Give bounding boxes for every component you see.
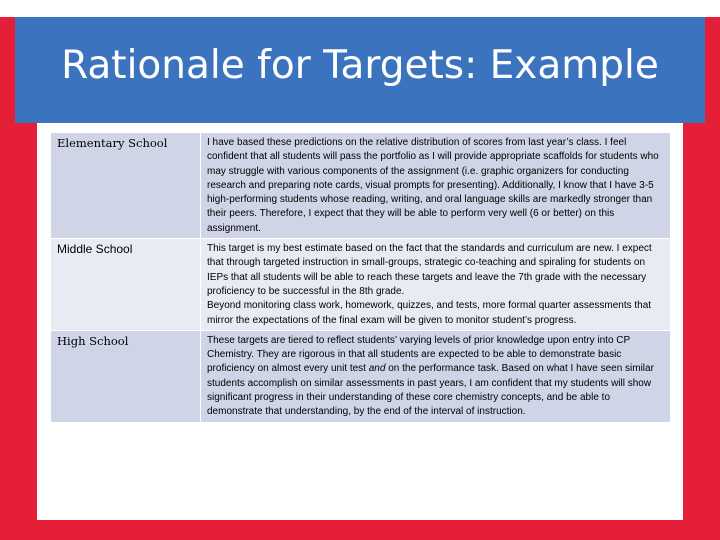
rationale-table [50,132,671,423]
rationale-paragraph: Beyond monitoring class work, homework, quizzes, and tests, more formal quarter assessments that mirror the expectations of the final exam will be given to monitor student’s progress. [207,300,652,326]
rationale-text-segment: These targets are tiered to reflect students’ varying levels of prior knowledge upon entry into CP Chemistry. They are rigorous in that all students are expected to be able to demonstrate basic proficiency on almost every unit test [207,334,631,375]
school-level-cell: High School [51,330,201,422]
rationale-cell: I have based these predictions on the relative distribution of scores from last year’s class. I feel confident that all students will pass the portfolio as I will provide appropriate scaffolds for students who may struggle with various components of the assignment (i.e. graphic organizers for conducting research and preparing note cards, visual prompts for presenting). Additionally, I know that I have 3-5 high-performing students whose reading, writing, and oral language skills are markedly stronger than their peers. Therefore, I expect that they will be able to perform very well (6 or better) on this assignment. [201,133,671,239]
title-bar [15,17,705,123]
rationale-paragraph: This target is my best estimate based on the fact that the standards and curriculum are new. I expect that through targeted instruction in small-groups, strategic co-teaching and spiraling for students on IEPs that all students will be able to reach these targets and leave the 7th grade with the necessary proficiency to be successful in the 8th grade. [207,243,652,297]
table-row [51,133,671,239]
table-row [51,239,671,331]
table-row [51,330,671,422]
school-level-cell: Middle School [51,239,201,331]
rationale-text-segment: on the performance task. Based on what I have seen similar students accomplish on similar assessments in past years, I am confident that my students will show significant progress in their understanding of these core chemistry concepts, and be able to demonstrate that understanding, by the end of the interval of instruction. [207,363,654,418]
rationale-cell [201,330,671,422]
school-level-cell: Elementary School [51,133,201,239]
slide-title: Rationale for Targets: Example [61,42,659,88]
rationale-cell [201,239,671,331]
rationale-emphasis: and [368,363,386,375]
